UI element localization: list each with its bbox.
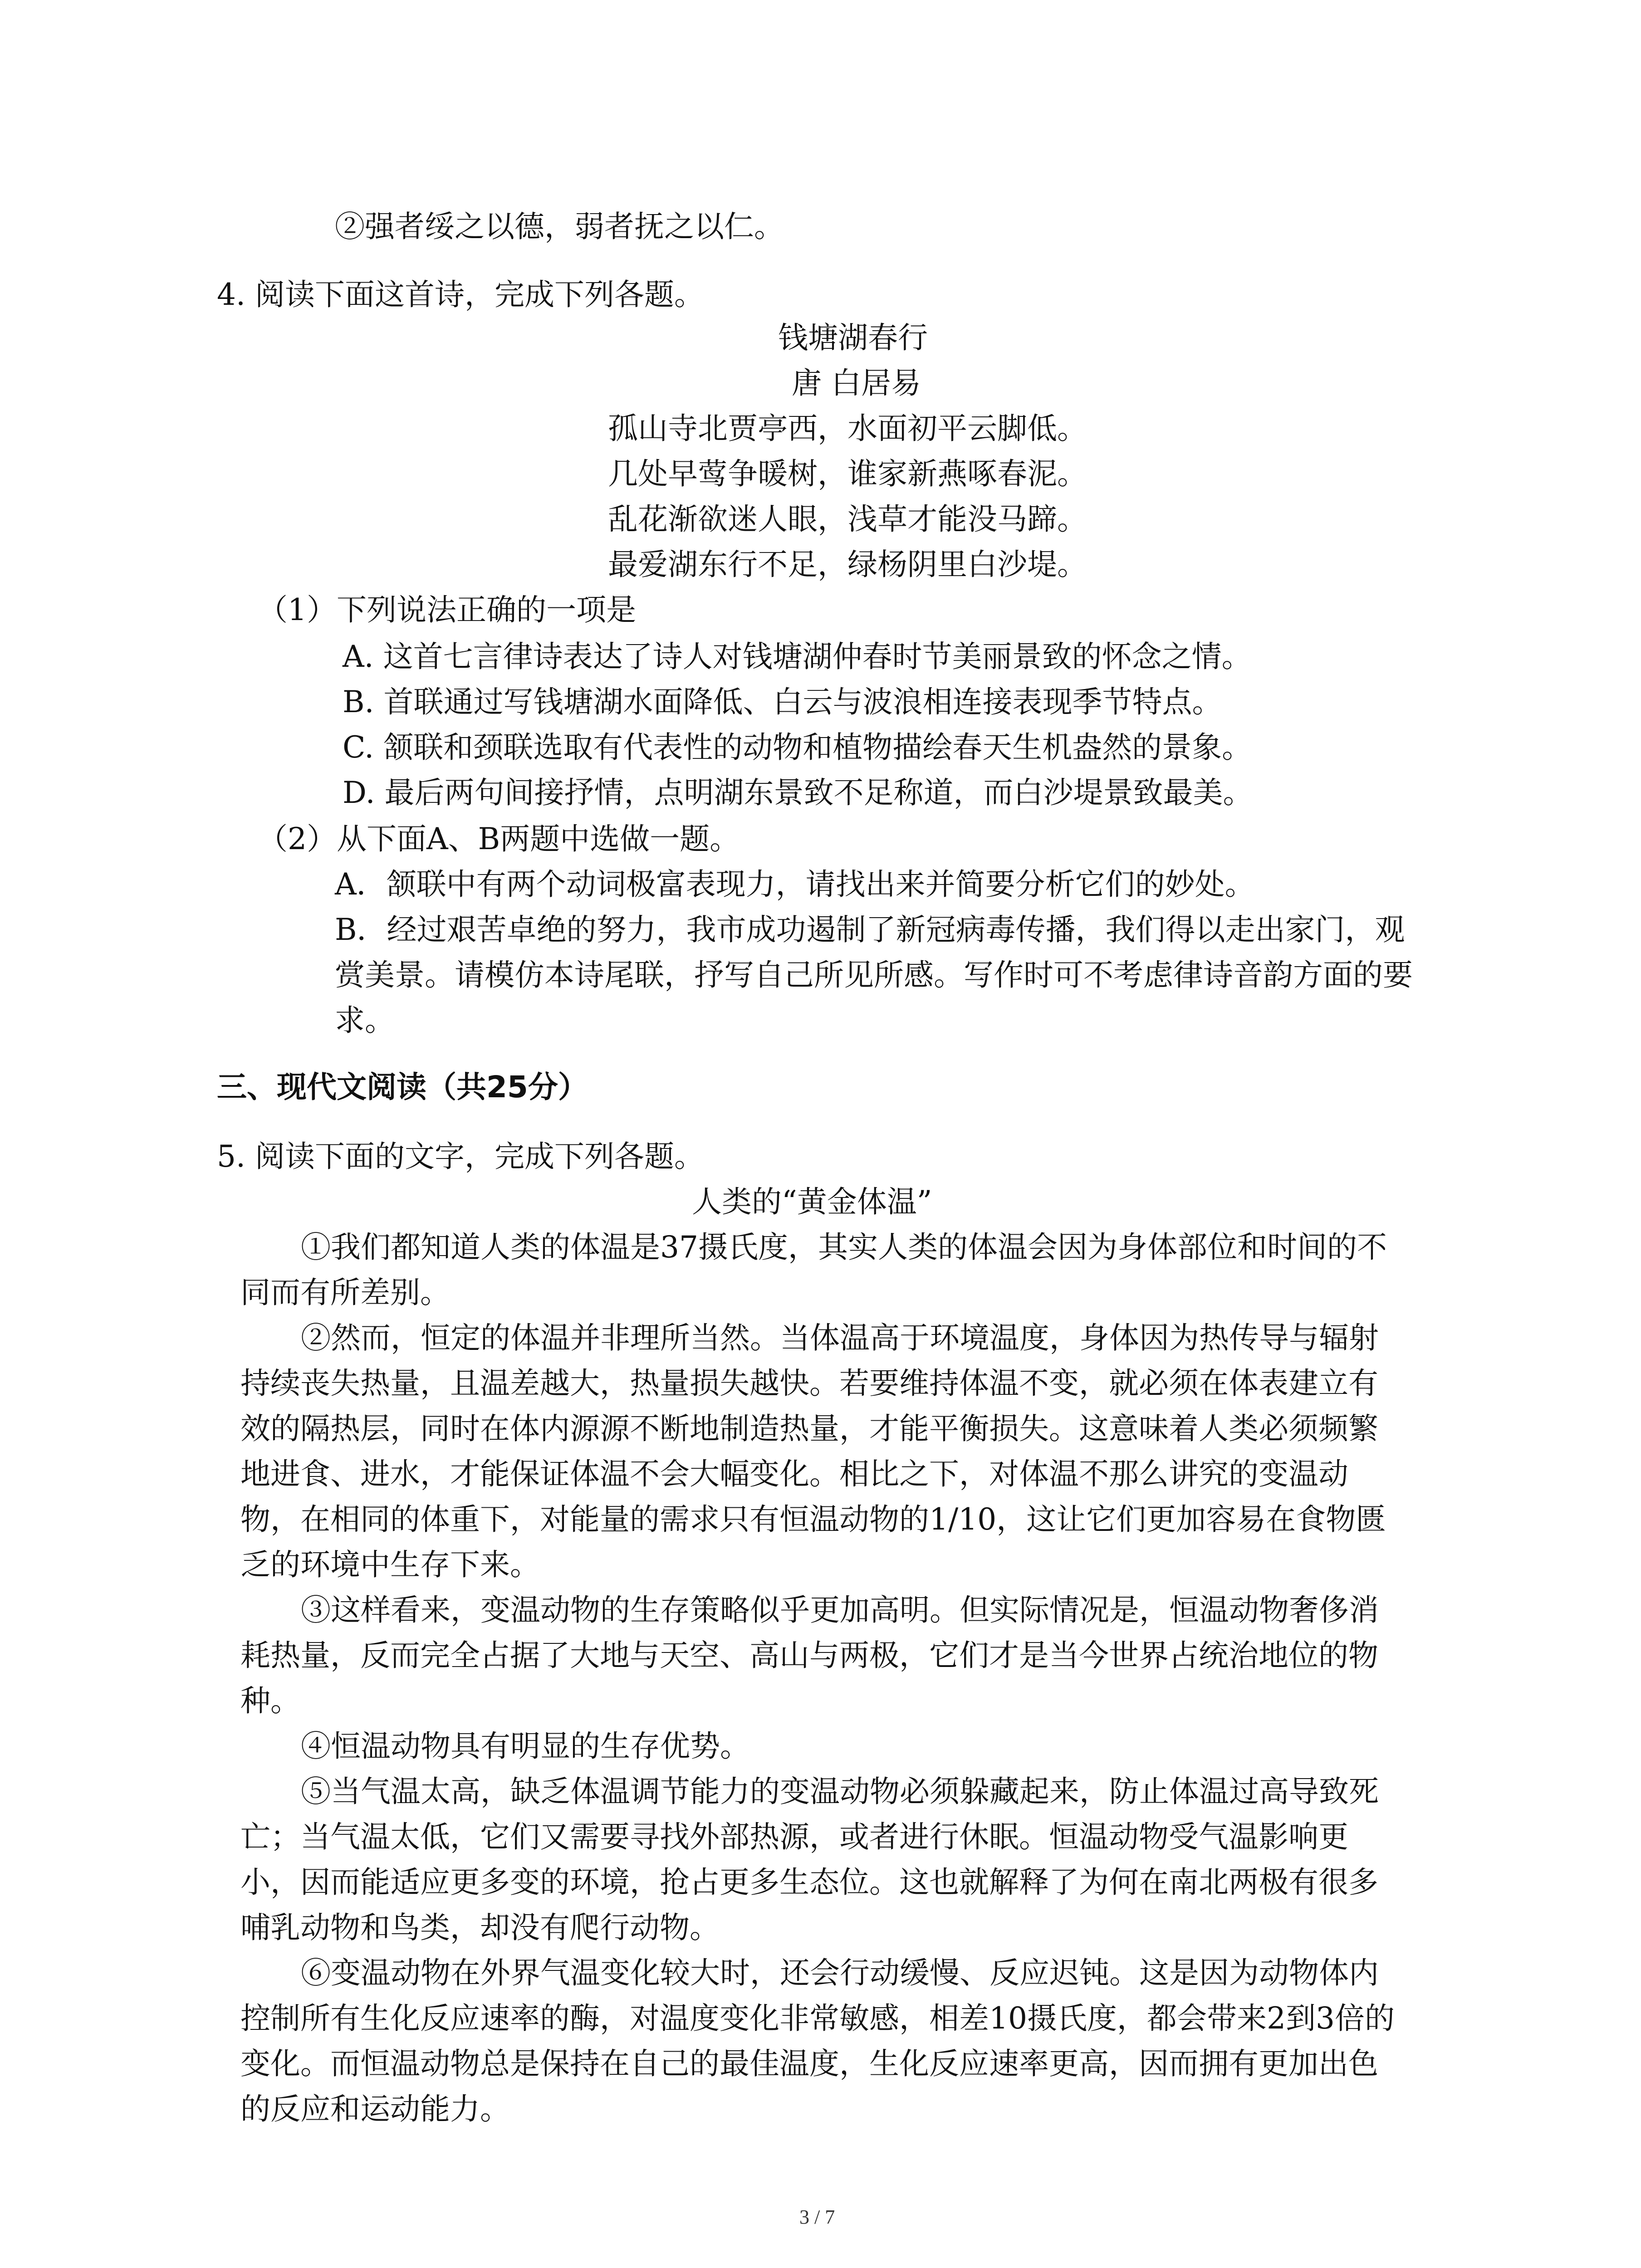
- article-line-13: ⑤当气温太高，缺乏体温调节能力的变温动物必须躲藏起来，防止体温过高导致死: [301, 1774, 1379, 1809]
- article-line-19: 变化。而恒温动物总是保持在自己的最佳温度，生化反应速率更高，因而拥有更加出色: [240, 2046, 1378, 2081]
- article-line-2: 同而有所差别。: [240, 1275, 450, 1310]
- article-line-12: ④恒温动物具有明显的生存优势。: [301, 1729, 750, 1764]
- article-line-1: ①我们都知道人类的体温是37摄氏度，其实人类的体温会因为身体部位和时间的不: [301, 1230, 1387, 1265]
- poem-line-3: 乱花渐欲迷人眼，浅草才能没马蹄。: [608, 502, 1087, 537]
- article-line-9: ③这样看来，变温动物的生存策略似乎更加高明。但实际情况是，恒温动物奢侈消: [301, 1593, 1379, 1628]
- poem-line-2: 几处早莺争暖树，谁家新燕啄春泥。: [608, 456, 1087, 491]
- choice-b-line-3: 求。: [335, 1003, 395, 1038]
- top-line-1: ②强者绥之以德，弱者抚之以仁。: [335, 209, 784, 244]
- sub-question-1-label: （1）下列说法正确的一项是: [258, 592, 636, 627]
- poem-author: 唐 白居易: [792, 366, 921, 401]
- article-line-10: 耗热量，反而完全占据了大地与天空、高山与两极，它们才是当今世界占统治地位的物: [240, 1638, 1378, 1673]
- poem-line-4: 最爱湖东行不足，绿杨阴里白沙堤。: [608, 547, 1087, 582]
- question-5-heading: 5. 阅读下面的文字，完成下列各题。: [217, 1139, 704, 1174]
- choice-b-line-2: 赏美景。请模仿本诗尾联，抒写自己所见所感。写作时可不考虑律诗音韵方面的要: [335, 958, 1413, 992]
- article-line-18: 控制所有生化反应速率的酶，对温度变化非常敏感，相差10摄氏度，都会带来2到3倍的: [240, 2001, 1395, 2036]
- article-line-17: ⑥变温动物在外界气温变化较大时，还会行动缓慢、反应迟钝。这是因为动物体内: [301, 1955, 1379, 1990]
- article-line-4: 持续丧失热量，且温差越大，热量损失越快。若要维持体温不变，就必须在体表建立有: [240, 1366, 1378, 1401]
- choice-a-text: A．颔联中有两个动词极富表现力，请找出来并简要分析它们的妙处。: [335, 867, 1255, 902]
- page-number: 3 / 7: [799, 2206, 835, 2228]
- article-line-20: 的反应和运动能力。: [240, 2092, 510, 2126]
- question-4-heading: 4. 阅读下面这首诗，完成下列各题。: [217, 277, 704, 312]
- article-line-7: 物，在相同的体重下，对能量的需求只有恒温动物的1/10，这让它们更加容易在食物匮: [240, 1502, 1386, 1537]
- article-line-11: 种。: [240, 1683, 300, 1718]
- section-3-title: 三、现代文阅读（共25分）: [217, 1070, 588, 1105]
- option-c: C. 颔联和颈联选取有代表性的动物和植物描绘春天生机盎然的景象。: [343, 730, 1252, 765]
- option-b: B. 首联通过写钱塘湖水面降低、白云与波浪相连接表现季节特点。: [343, 684, 1222, 719]
- poem-title: 钱塘湖春行: [778, 320, 928, 355]
- article-line-8: 乏的环境中生存下来。: [240, 1547, 540, 1582]
- article-line-6: 地进食、进水，才能保证体温不会大幅变化。相比之下，对体温不那么讲究的变温动: [240, 1457, 1348, 1491]
- article-line-5: 效的隔热层，同时在体内源源不断地制造热量，才能平衡损失。这意味着人类必须频繁: [240, 1411, 1378, 1446]
- option-d: D. 最后两句间接抒情，点明湖东景致不足称道，而白沙堤景致最美。: [343, 775, 1253, 810]
- article-line-15: 小，因而能适应更多变的环境，抢占更多生态位。这也就解释了为何在南北两极有很多: [240, 1865, 1378, 1900]
- sub-question-2-label: （2）从下面A、B两题中选做一题。: [258, 821, 740, 856]
- article-line-14: 亡；当气温太低，它们又需要寻找外部热源，或者进行休眠。恒温动物受气温影响更: [240, 1819, 1348, 1854]
- article-line-16: 哺乳动物和鸟类，却没有爬行动物。: [240, 1910, 720, 1945]
- article-title: 人类的“黄金体温”: [692, 1184, 932, 1219]
- poem-line-1: 孤山寺北贾亭西，水面初平云脚低。: [608, 411, 1087, 446]
- article-line-3: ②然而，恒定的体温并非理所当然。当体温高于环境温度，身体因为热传导与辐射: [301, 1320, 1379, 1355]
- choice-b-line-1: B．经过艰苦卓绝的努力，我市成功遏制了新冠病毒传播，我们得以走出家门，观: [335, 912, 1405, 947]
- option-a: A. 这首七言律诗表达了诗人对钱塘湖仲春时节美丽景致的怀念之情。: [343, 639, 1252, 674]
